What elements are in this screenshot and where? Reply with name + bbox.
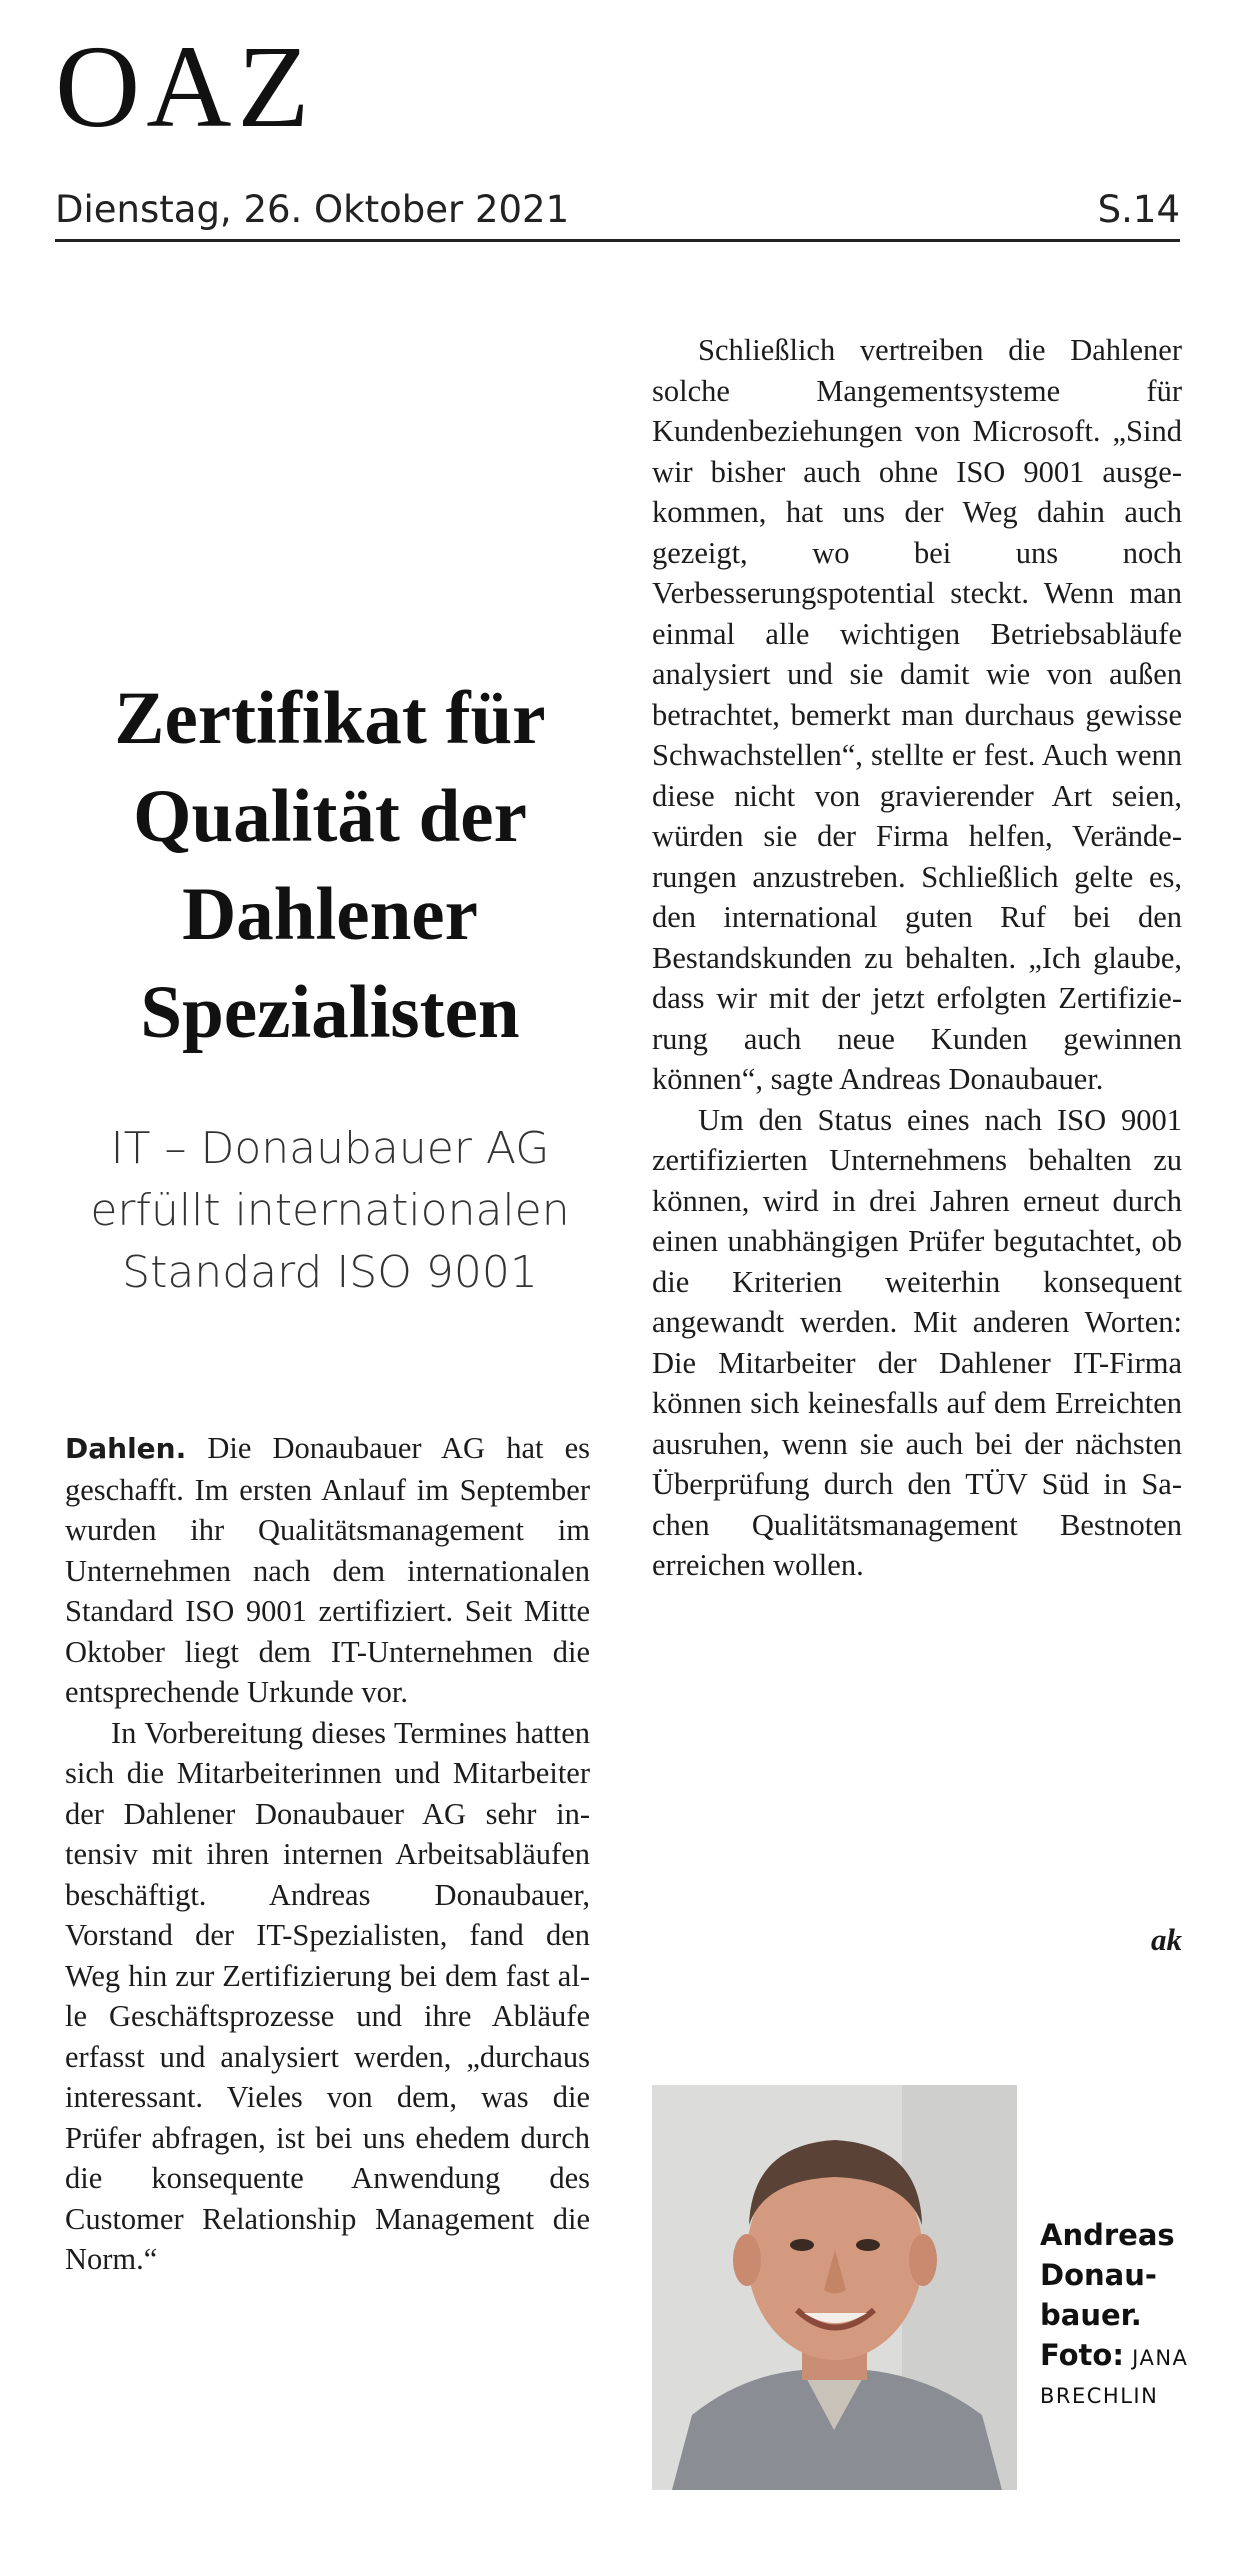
paragraph-1 [65,1428,590,1713]
caption-name: Andreas Donaubauer. [1040,2218,1175,2332]
portrait-illustration [652,2085,1017,2490]
caption-foto-label: Foto: [1040,2338,1124,2372]
portrait-photo-icon [652,2085,1017,2490]
page-number: S.14 [1097,188,1180,231]
issue-date: Dienstag, 26. Oktober 2021 [55,188,570,231]
article-subhead: IT – Donaubauer AG erfüllt internationalen Standard ISO 9001 [90,1123,570,1298]
article-headline: Zertifikat für Qualität der Dahlener Spezialisten [114,677,546,1054]
paragraph-2: In Vorbereitung dieses Termines hatten sich die Mitarbeiterinnen und Mitarbeiter der Dahlener Donaubauer AG sehr intensiv mit ihren internen Arbeitsabläufen beschäftigt. Andreas Donaubauer, Vorstand der IT-Spezialisten, fand den Weg hin zur Zertifizierung bei dem fast alle Geschäftsprozesse und ihre Abläufe erfasst und analysiert werden, „durchaus interessant. Vieles von dem, was die Prüfer abfragen, ist bei uns ehedem durch die konsequente Anwendung des Customer Relationship Management die Norm.“ [65,1715,590,2276]
dateline [55,188,1180,242]
paragraph-3: Schließlich vertreiben die Dahlener solche Mangementsysteme für Kundenbeziehungen von Microsoft. „Sind wir bisher auch ohne ISO 9001 ausgekommen, hat uns der Weg dahin auch gezeigt, wo bei uns noch Verbesserungspotential steckt. Wenn man einmal alle wichtigen Betriebsabläufe analysiert und sie damit wie von außen betrachtet, bemerkt man durchaus gewisse Schwachstellen“, stellte er fest. Auch wenn diese nicht von gravierender Art seien, würden sie der Firma helfen, Veränderungen anzustreben. Schließlich gelte es, den international guten Ruf bei den Bestandskunden zu behalten. „Ich glaube, dass wir mit der jetzt erfolgten Zertifizierung auch neue Kunden gewinnen können“, sagte Andreas Donaubauer. [652,333,1182,1096]
caption-photo-credit: JANA BRECHLIN [1040,2346,1189,2408]
author-initials: ak [1151,1922,1182,1957]
article-column-right [652,330,1182,1586]
paragraph-1-text: Die Donaubauer AG hat es geschafft. Im ersten Anlauf im September wurden ihr Qualitätsmanagement im Unternehmen nach dem internationalen Standard ISO 9001 zertifiziert. Seit Mitte Oktober liegt dem IT-Unternehmen die entsprechende Urkunde vor. [65,1431,590,1709]
article-column-left [65,1428,590,2280]
paragraph-4: Um den Status eines nach ISO 9001 zertifizierten Unternehmens behalten zu können, wird in drei Jahren erneut durch einen unabhängigen Prüfer begutachtet, ob die Kriterien weiterhin konsequent angewandt werden. Mit anderen Worten: Die Mitarbeiter der Dahlener IT-Firma können sich keinesfalls auf dem Erreichten ausruhen, wenn sie auch bei der nächsten Überprüfung durch den TÜV Süd in Sachen Qualitätsmanagement Bestnoten erreichen wollen. [652,1102,1182,1582]
photo-caption [1040,2215,1190,2415]
masthead: OAZ [55,21,316,152]
dateline-city: Dahlen. [65,1432,187,1465]
